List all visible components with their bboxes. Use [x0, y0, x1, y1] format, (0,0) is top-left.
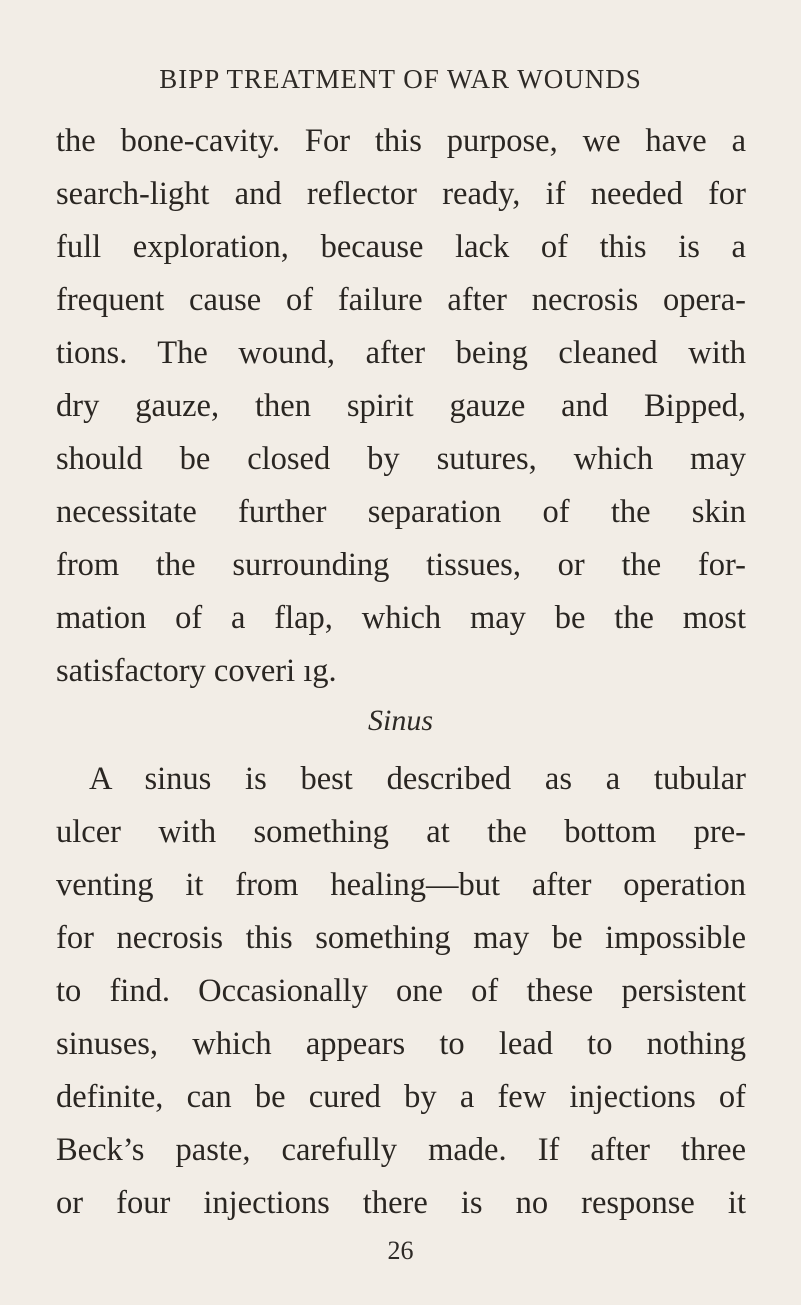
running-head: BIPP TREATMENT OF WAR WOUNDS	[159, 64, 642, 94]
text-line: search-light and reflector ready, if needed for	[56, 176, 746, 212]
paragraph-1	[56, 115, 746, 698]
text-line: to find. Occasionally one of these persistent	[56, 973, 746, 1009]
text-line: dry gauze, then spirit gauze and Bipped,	[56, 388, 746, 424]
text-line: necessitate further separation of the skin	[56, 494, 746, 530]
text-line: the bone-cavity. For this purpose, we have a	[56, 123, 746, 159]
text-line: from the surrounding tissues, or the for-	[56, 547, 746, 583]
paragraph-2	[56, 753, 746, 1230]
text-line: for necrosis this something may be impossible	[56, 920, 746, 956]
text-line: full exploration, because lack of this is a	[56, 229, 746, 265]
section-heading: Sinus	[367, 704, 433, 737]
text-line: tions. The wound, after being cleaned with	[56, 335, 746, 371]
text-line: should be closed by sutures, which may	[56, 441, 746, 477]
text-line: Beck’s paste, carefully made. If after three	[56, 1132, 746, 1168]
text-line: venting it from healing—but after operation	[56, 867, 746, 903]
text-line: ulcer with something at the bottom pre-	[56, 814, 746, 850]
text-line: sinuses, which appears to lead to nothing	[56, 1026, 746, 1062]
text-line: satisfactory coveri ıg.	[56, 653, 337, 689]
text-line: frequent cause of failure after necrosis opera-	[56, 282, 746, 318]
text-line: mation of a flap, which may be the most	[56, 600, 746, 636]
page-number: 26	[387, 1236, 414, 1265]
text-line: A sinus is best described as a tubular	[89, 761, 746, 797]
text-line: definite, can be cured by a few injections of	[56, 1079, 746, 1115]
text-line: or four injections there is no response it	[56, 1185, 746, 1221]
